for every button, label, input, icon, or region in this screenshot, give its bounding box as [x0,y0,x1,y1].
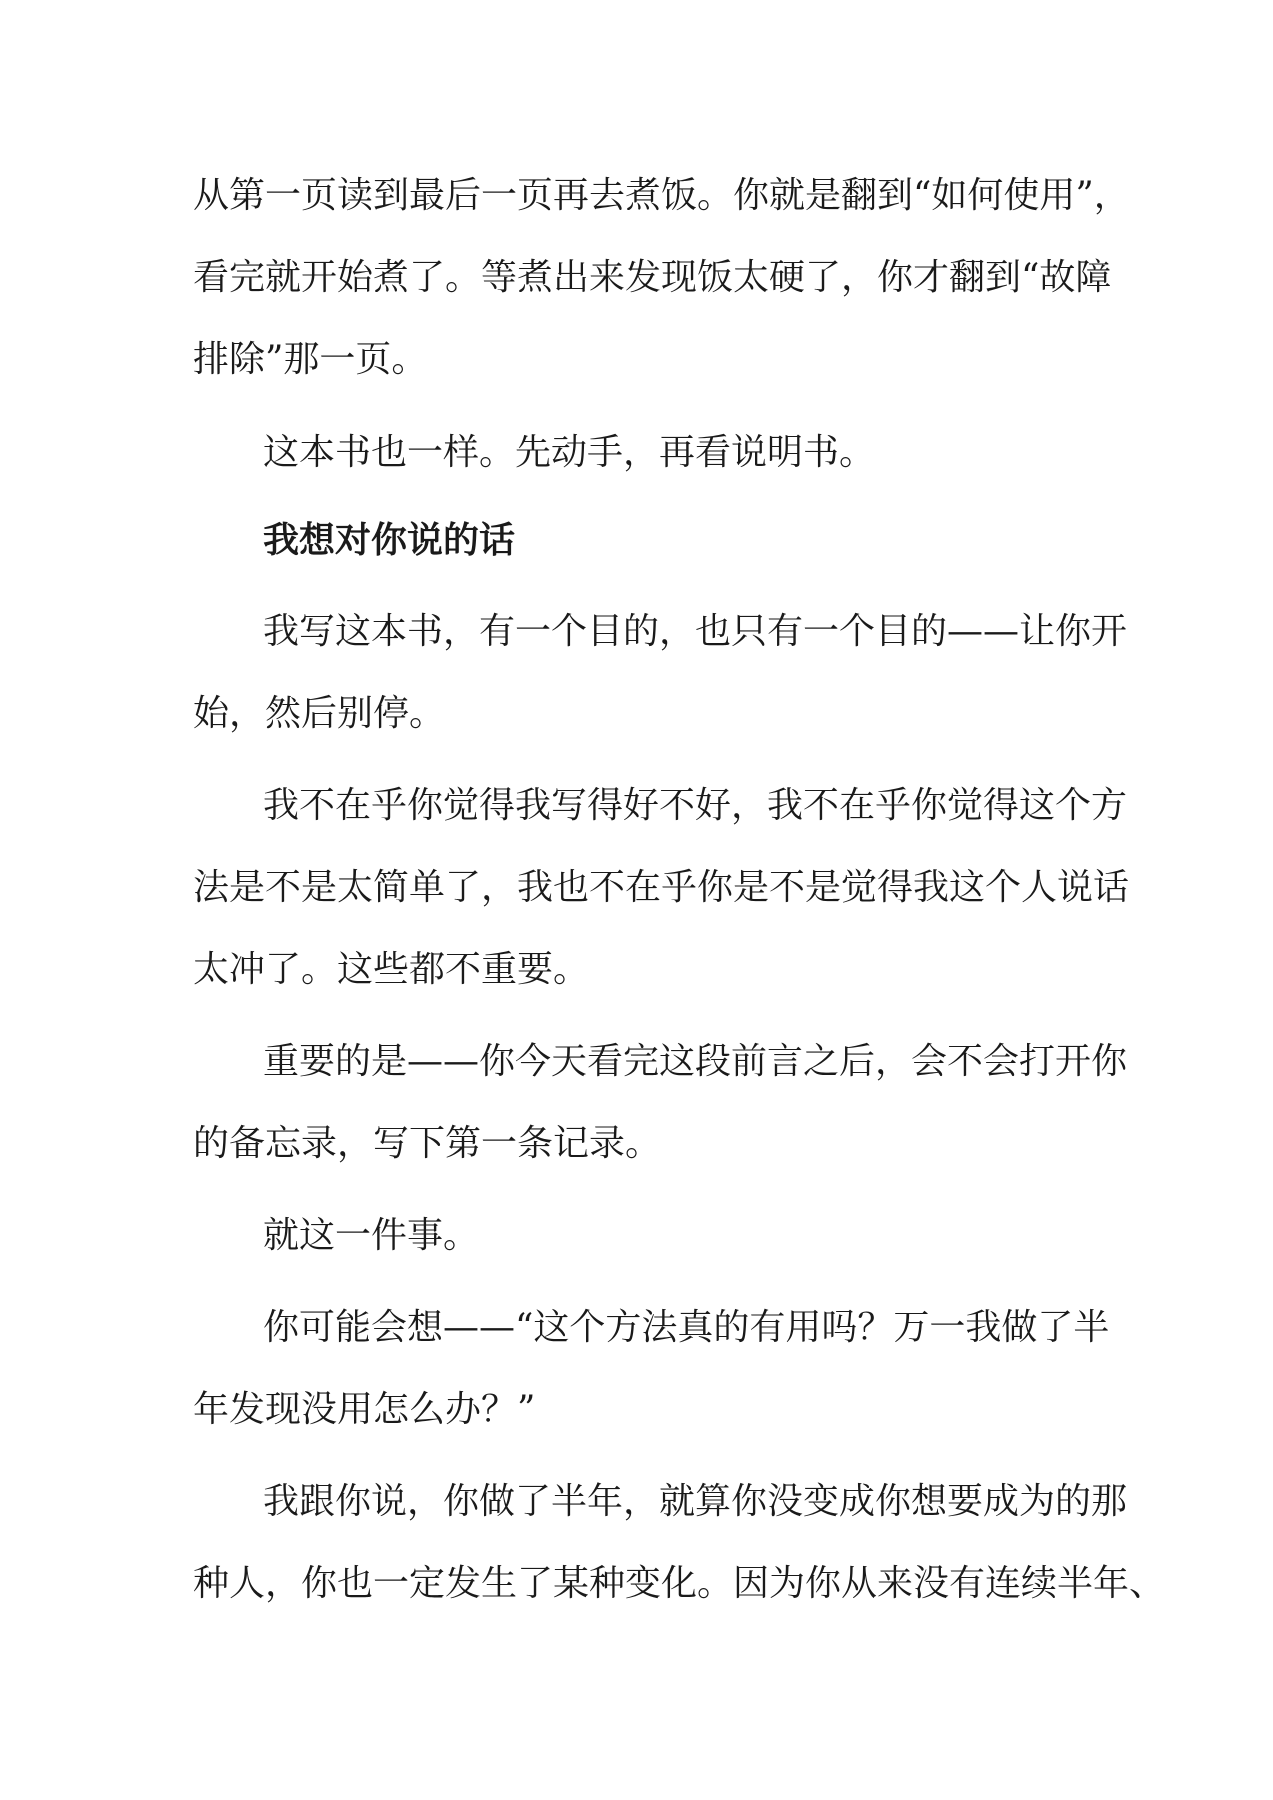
paragraph-4-line-3: 太冲了。这些都不重要。 [193,949,590,990]
paragraph-3-line-1: 我写这本书，有一个目的，也只有一个目的——让你开 [263,611,1128,652]
paragraph-3-line-2: 始，然后别停。 [193,693,446,734]
paragraph-6-line-1: 就这一件事。 [263,1215,480,1256]
paragraph-4-line-1: 我不在乎你觉得我写得好不好，我不在乎你觉得这个方 [263,785,1128,826]
paragraph-8-line-2: 种人，你也一定发生了某种变化。因为你从来没有连续半年、 [193,1563,1166,1604]
paragraph-5-line-1: 重要的是——你今天看完这段前言之后，会不会打开你 [263,1041,1128,1082]
paragraph-1-line-3: 排除”那一页。 [193,339,428,380]
paragraph-1-line-1: 从第一页读到最后一页再去煮饭。你就是翻到“如何使用”， [193,175,1130,216]
paragraph-4-line-2: 法是不是太简单了，我也不在乎你是不是觉得我这个人说话 [193,867,1130,908]
section-heading: 我想对你说的话 [263,519,516,561]
paragraph-1-line-2: 看完就开始煮了。等煮出来发现饭太硬了，你才翻到“故障 [193,257,1112,298]
paragraph-5-line-2: 的备忘录，写下第一条记录。 [193,1123,662,1164]
paragraph-7-line-2: 年发现没用怎么办？” [193,1389,536,1430]
paragraph-7-line-1: 你可能会想——“这个方法真的有用吗？万一我做了半 [263,1307,1110,1348]
paragraph-2-line-1: 这本书也一样。先动手，再看说明书。 [263,432,876,473]
paragraph-8-line-1: 我跟你说，你做了半年，就算你没变成你想要成为的那 [263,1481,1128,1522]
